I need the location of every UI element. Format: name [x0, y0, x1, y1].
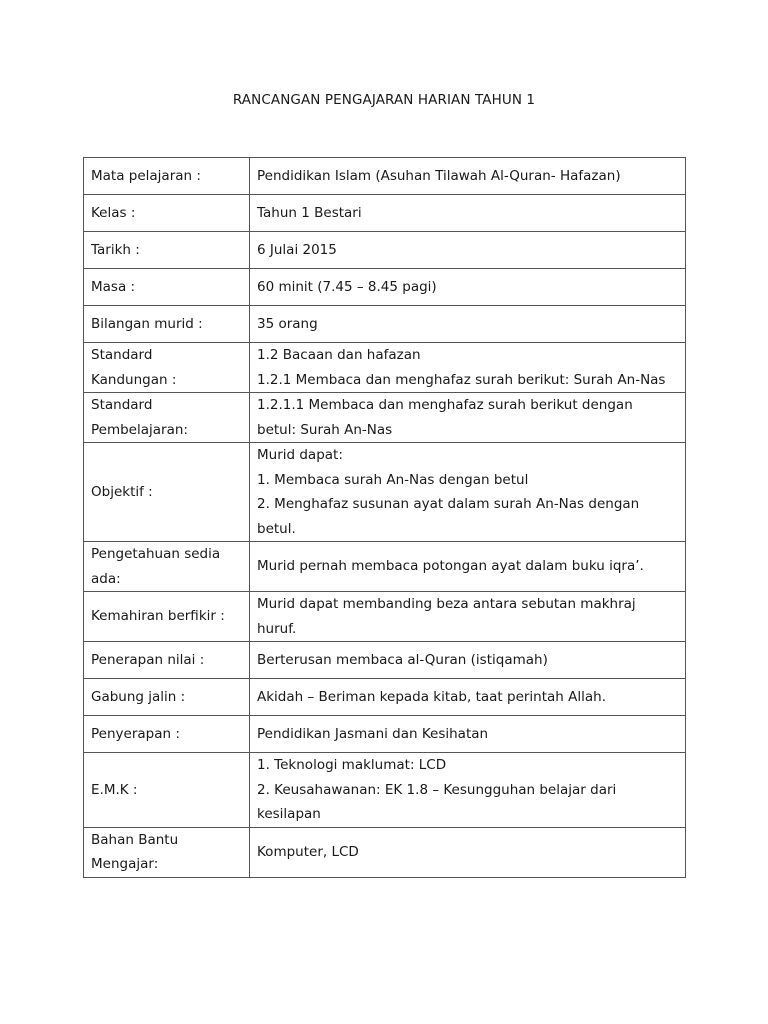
field-value-cell: [250, 592, 686, 642]
field-label: Mata pelajaran :: [91, 167, 201, 184]
field-value-cell: [250, 827, 686, 877]
field-value: 35 orang: [257, 315, 318, 332]
table-row: [84, 753, 686, 828]
table-row: [84, 195, 686, 232]
field-value-cell: [250, 716, 686, 753]
field-label: Kandungan :: [91, 371, 177, 388]
field-label: Penyerapan :: [91, 725, 180, 742]
field-value: kesilapan: [257, 806, 321, 822]
field-value: 2. Menghafaz susunan ayat dalam surah An-Nas dengan: [257, 496, 640, 512]
table-row: [84, 443, 686, 542]
field-value: 1.2 Bacaan dan hafazan: [257, 347, 421, 363]
field-value: Pendidikan Jasmani dan Kesihatan: [257, 725, 489, 742]
field-value: 1.2.1.1 Membaca dan menghafaz surah berikut dengan: [257, 397, 633, 413]
table-row: [84, 306, 686, 343]
field-label-cell: [84, 343, 250, 393]
field-value: Tahun 1 Bestari: [257, 204, 362, 221]
field-value: Murid dapat membanding beza antara sebutan makhraj: [257, 596, 636, 612]
field-label-cell: [84, 592, 250, 642]
table-row: [84, 232, 686, 269]
field-value: Akidah – Beriman kepada kitab, taat perintah Allah.: [257, 688, 607, 705]
field-value-cell: [250, 642, 686, 679]
field-label: Pembelajaran:: [91, 421, 188, 438]
table-row: [84, 343, 686, 393]
field-label: Bahan Bantu: [91, 831, 179, 848]
field-value: 6 Julai 2015: [257, 241, 337, 258]
field-value: betul.: [257, 520, 296, 537]
table-row: [84, 158, 686, 195]
table-row: [84, 642, 686, 679]
field-label: Standard: [91, 397, 153, 413]
field-label: E.M.K :: [91, 781, 138, 798]
field-label: Penerapan nilai :: [91, 651, 205, 668]
field-value: 60 minit (7.45 – 8.45 pagi): [257, 278, 437, 295]
table-row: [84, 393, 686, 443]
field-label: ada:: [91, 570, 121, 587]
field-label: Pengetahuan sedia: [91, 546, 221, 562]
field-value-cell: [250, 158, 686, 195]
field-label-cell: [84, 269, 250, 306]
field-label: Standard: [91, 347, 153, 363]
field-label: Gabung jalin :: [91, 688, 186, 705]
field-value-cell: [250, 195, 686, 232]
table-row: [84, 592, 686, 642]
field-label-cell: [84, 393, 250, 443]
field-value: Murid dapat:: [257, 447, 343, 463]
table-row: [84, 679, 686, 716]
field-label-cell: [84, 827, 250, 877]
field-label-cell: [84, 195, 250, 232]
field-value: 1. Teknologi maklumat: LCD: [257, 757, 447, 773]
field-label-cell: [84, 158, 250, 195]
table-row: [84, 827, 686, 877]
field-label-cell: [84, 642, 250, 679]
field-label: Mengajar:: [91, 856, 159, 872]
field-value: betul: Surah An-Nas: [257, 421, 393, 438]
field-value: huruf.: [257, 620, 297, 637]
table-row: [84, 716, 686, 753]
field-value: 2. Keusahawanan: EK 1.8 – Kesungguhan belajar dari: [257, 781, 617, 798]
field-value-cell: [250, 443, 686, 542]
field-value: 1.2.1 Membaca dan menghafaz surah berikut: Surah An-Nas: [257, 371, 666, 388]
field-label: Bilangan murid :: [91, 315, 203, 332]
table-row: [84, 269, 686, 306]
field-value: Komputer, LCD: [257, 843, 359, 860]
field-value: Murid pernah membaca potongan ayat dalam buku iqra’.: [257, 558, 644, 575]
field-value-cell: [250, 393, 686, 443]
field-label: Kemahiran berfikir :: [91, 608, 225, 625]
field-value-cell: [250, 542, 686, 592]
field-value: 1. Membaca surah An-Nas dengan betul: [257, 471, 529, 488]
field-value-cell: [250, 306, 686, 343]
field-label-cell: [84, 679, 250, 716]
field-value: Berterusan membaca al-Quran (istiqamah): [257, 651, 548, 668]
field-value-cell: [250, 679, 686, 716]
field-label: Objektif :: [91, 483, 153, 500]
field-value-cell: [250, 753, 686, 828]
field-label-cell: [84, 716, 250, 753]
document-title: RANCANGAN PENGAJARAN HARIAN TAHUN 1: [232, 92, 536, 108]
field-label-cell: [84, 753, 250, 828]
lesson-plan-table: [83, 157, 686, 878]
table-row: [84, 542, 686, 592]
field-value-cell: [250, 343, 686, 393]
field-label-cell: [84, 306, 250, 343]
field-label: Masa :: [91, 278, 136, 295]
field-label-cell: [84, 232, 250, 269]
field-label-cell: [84, 542, 250, 592]
field-value: Pendidikan Islam (Asuhan Tilawah Al-Quran- Hafazan): [257, 167, 621, 184]
field-label: Kelas :: [91, 204, 136, 221]
field-value-cell: [250, 232, 686, 269]
field-label-cell: [84, 443, 250, 542]
field-label: Tarikh :: [91, 241, 140, 258]
field-value-cell: [250, 269, 686, 306]
lesson-plan-body: [84, 158, 686, 878]
